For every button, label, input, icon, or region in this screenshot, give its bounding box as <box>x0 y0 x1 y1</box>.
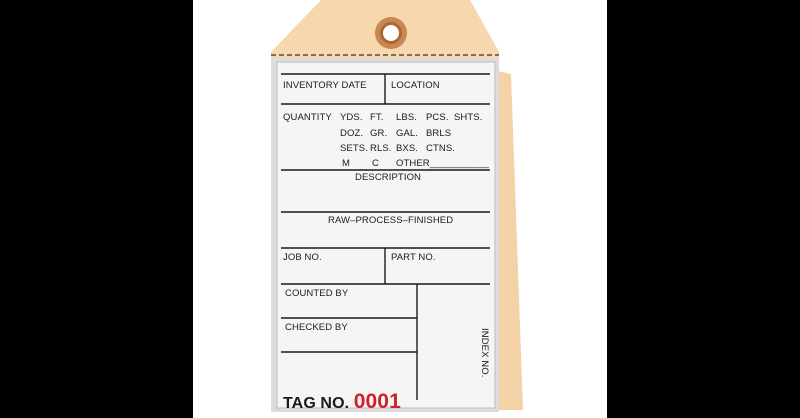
unit-gal: GAL. <box>396 128 419 139</box>
unit-rls: RLS. <box>370 143 392 154</box>
unit-ctns: CTNS. <box>426 143 455 154</box>
job-no-label: JOB NO. <box>283 252 322 263</box>
unit-bxs: BXS. <box>396 143 419 154</box>
unit-other: OTHER___________ <box>396 158 489 169</box>
part-no-label: PART NO. <box>391 252 436 263</box>
tag-graphic <box>193 0 607 418</box>
tag-number-value: 0001 <box>353 390 401 413</box>
tag-image <box>193 0 607 418</box>
unit-shts: SHTS. <box>454 112 483 123</box>
counted-by-label: COUNTED BY <box>285 288 349 299</box>
unit-ft: FT. <box>370 112 384 123</box>
tag-number <box>283 390 401 414</box>
quantity-label: QUANTITY <box>283 112 332 123</box>
checked-by-label: CHECKED BY <box>285 322 348 333</box>
index-no-label: INDEX NO. <box>479 328 490 378</box>
raw-process-finished-label: RAW–PROCESS–FINISHED <box>328 215 454 226</box>
unit-pcs: PCS. <box>426 112 449 123</box>
description-label: DESCRIPTION <box>355 172 422 183</box>
unit-sets: SETS. <box>340 143 368 154</box>
unit-c: C <box>372 158 379 169</box>
unit-brls: BRLS <box>426 128 452 139</box>
unit-lbs: LBS. <box>396 112 417 123</box>
unit-gr: GR. <box>370 128 388 139</box>
unit-m: M <box>342 158 351 169</box>
unit-doz: DOZ. <box>340 128 364 139</box>
unit-yds: YDS. <box>340 112 363 123</box>
location-label: LOCATION <box>391 80 440 91</box>
grommet-hole <box>383 25 399 41</box>
tag-number-label: TAG NO. <box>283 395 350 412</box>
inventory-date-label: INVENTORY DATE <box>283 80 367 91</box>
